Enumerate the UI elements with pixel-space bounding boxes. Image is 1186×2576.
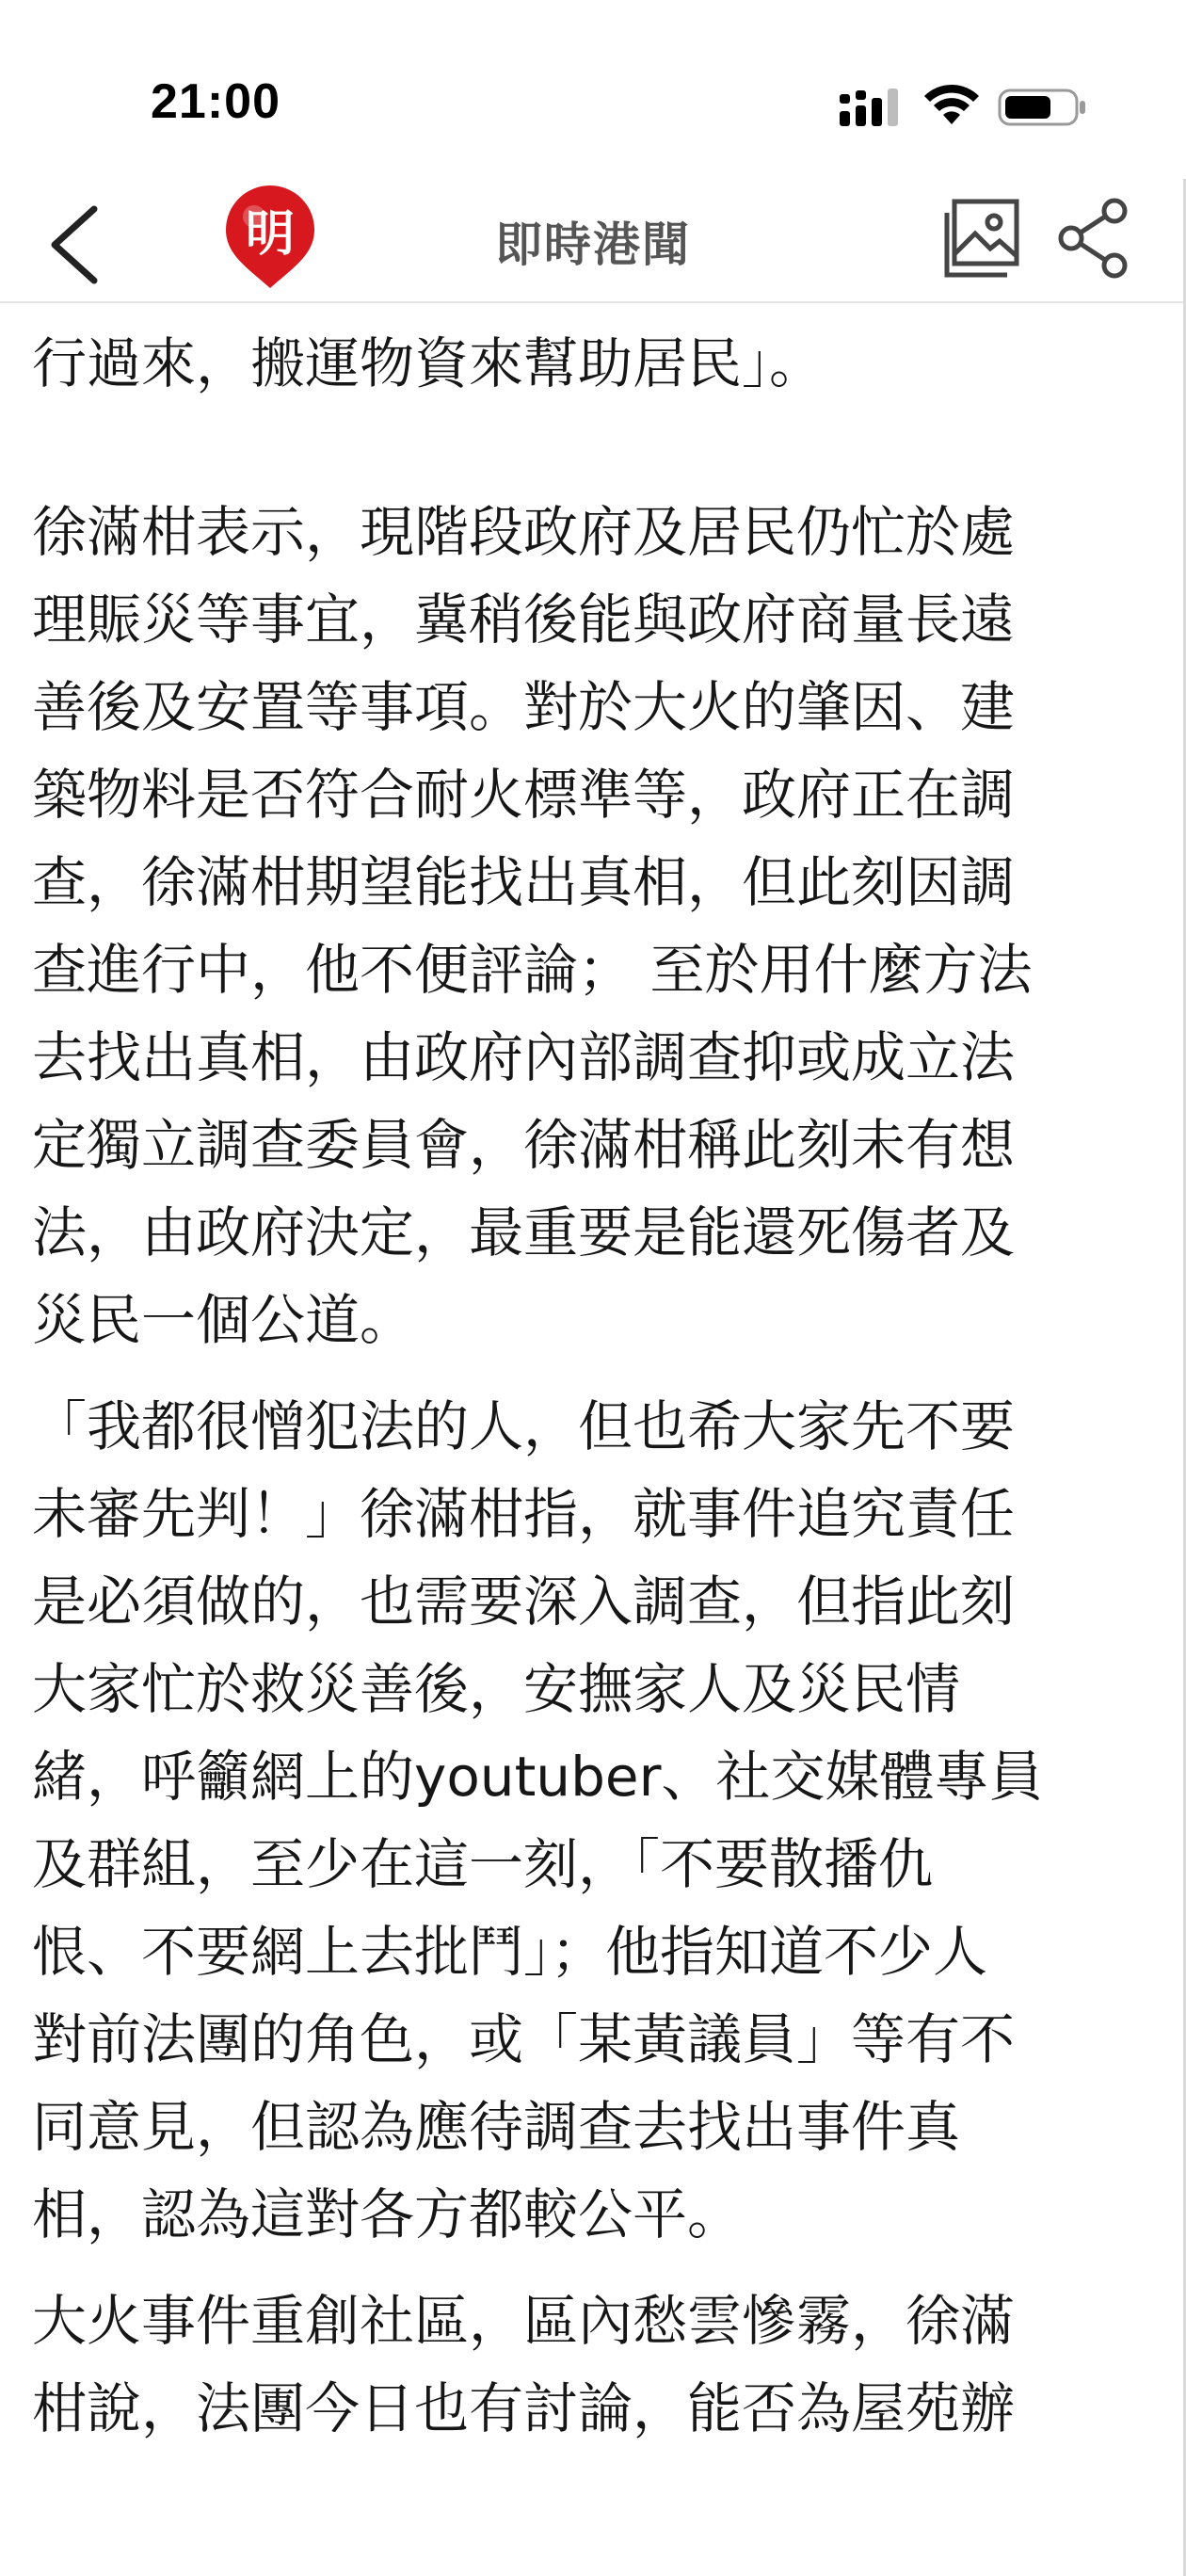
gallery-icon <box>941 196 1026 281</box>
battery-icon <box>998 87 1088 128</box>
logo-text: 明 <box>245 205 296 263</box>
wifi-icon <box>922 83 981 128</box>
article-paragraph-3: 「我都很憎犯法的人，但也希大家先不要 未審先判！」徐滿柑指，就事件追究責任 是必須做的，也需要深入調查，但指此刻 大家忙於救災善後，安撫家人及災民情 緒，呼籲網上的youtuber、社交媒體專員 及群組，至少在這一刻，「不要散播仇 恨、不要網上去批鬥」；他指知道不少人 對前法團的角色，或「某黃議員」等有不 同意見，但認為應待調查去找出事件真 相，認為這對各方都較公平。 <box>32 1394 1044 2246</box>
share-icon <box>1052 196 1137 281</box>
page-title: 即時港聞 <box>495 217 691 272</box>
article-paragraph-2: 徐滿柑表示，現階段政府及居民仍忙於處 理賑災等事宜，冀稍後能與政府商量長遠 善後及安置等事項。對於大火的肇因、建 築物料是否符合耐火標準等，政府正在調 查，徐滿柑期望能找出真相，但此刻因調 查進行中，他不便評論； 至於用什麼方法 去找出真相，由政府內部調查抑或成立法 定獨立調查委員會，徐滿柑稱此刻未有想 法，由政府決定，最重要是能還死傷者及 災民一個公道。 <box>32 500 1033 1352</box>
status-bar <box>0 0 1186 179</box>
article-paragraph-1: 行過來，搬運物資來幫助居民」。 <box>32 331 825 395</box>
signal-icon <box>838 87 904 128</box>
gallery-button[interactable] <box>941 196 1026 281</box>
article-paragraph-4: 大火事件重創社區，區內愁雲慘霧，徐滿 柑說，法團今日也有討論，能否為屋苑辦 <box>32 2289 1016 2440</box>
nav-bar <box>0 179 1186 303</box>
article-body <box>32 320 1162 2453</box>
status-time: 21:00 <box>151 74 280 129</box>
share-button[interactable] <box>1052 196 1137 281</box>
